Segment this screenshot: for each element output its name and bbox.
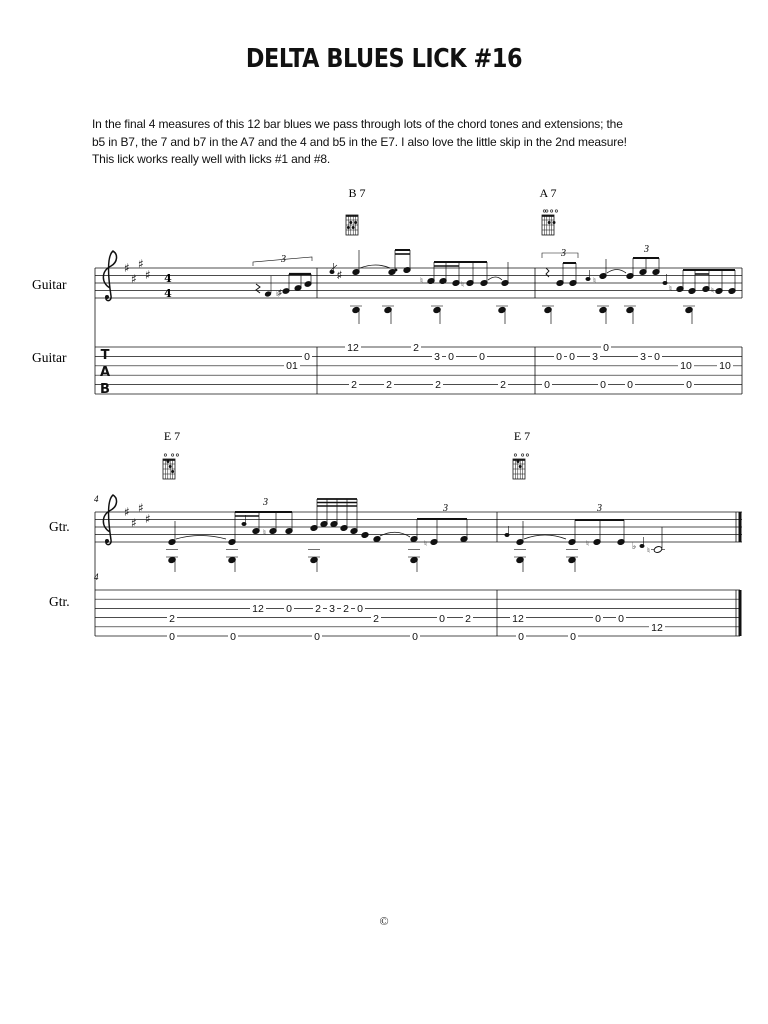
svg-text:♮: ♮ — [461, 280, 464, 289]
triplet-mark: 3 — [644, 244, 649, 255]
open-string-mark — [546, 210, 548, 212]
svg-text:♮: ♮ — [424, 539, 427, 548]
fret-number: 0 — [595, 613, 601, 625]
svg-text:♯: ♯ — [138, 257, 144, 271]
svg-text:♯: ♯ — [138, 501, 144, 515]
measure-5-notes — [505, 520, 665, 555]
fret-number: 0 — [654, 351, 660, 363]
chord-name: B 7 — [348, 186, 366, 200]
fret-number: 3 — [329, 603, 335, 615]
fret-number: 0 — [314, 631, 320, 643]
chord-name: A 7 — [539, 186, 557, 200]
open-string-mark — [171, 454, 173, 456]
bass-notes — [350, 306, 695, 324]
key-signature-sharps — [124, 257, 151, 286]
fret-number: 0 — [603, 342, 609, 354]
fret-number: 2 — [343, 603, 349, 615]
fret-number: 2 — [373, 613, 379, 625]
measure-3-notes — [546, 258, 736, 295]
open-string-mark — [514, 454, 516, 456]
fret-number: 12 — [347, 342, 359, 354]
svg-text:♯: ♯ — [337, 270, 342, 281]
time-signature-top: 4 — [164, 272, 172, 285]
svg-text:♯: ♯ — [145, 268, 151, 282]
fret-number: 2 — [169, 613, 175, 625]
fret-number: 0 — [439, 613, 445, 625]
fret-number: 0 — [412, 631, 418, 643]
fret-number: 0 — [618, 613, 624, 625]
fret-number: 12 — [512, 613, 524, 625]
chord-dot — [347, 226, 350, 229]
tab-clef-b: B — [100, 382, 110, 397]
tuplet-bracket — [542, 253, 578, 258]
fret-number: 2 — [315, 603, 321, 615]
intro-line: In the final 4 measures of this 12 bar blues we pass through lots of the chord tones and extensions; the — [92, 117, 623, 131]
svg-text:♯: ♯ — [131, 516, 137, 530]
staff-label: Guitar — [32, 277, 67, 292]
fret-number: 0 — [479, 351, 485, 363]
fret-number: 0 — [686, 379, 692, 391]
chord-diagram — [542, 215, 554, 235]
svg-text:♯: ♯ — [145, 512, 151, 526]
chord-name: E 7 — [163, 429, 181, 443]
fret-number: 0 — [600, 379, 606, 391]
svg-text:♮: ♮ — [647, 546, 650, 555]
fret-number: 3 — [640, 351, 646, 363]
fret-number: 0 — [286, 603, 292, 615]
key-signature-sharps — [124, 501, 151, 530]
fret-number: 0 — [556, 351, 562, 363]
triplet-mark: 3 — [561, 248, 566, 259]
page-title: DELTA BLUES LICK #16 — [245, 44, 523, 74]
triplet-mark: 3 — [281, 254, 286, 265]
fret-number: 12 — [651, 622, 663, 634]
fret-number: 2 — [435, 379, 441, 391]
svg-text:♮: ♮ — [711, 286, 714, 295]
triplet-mark: 3 — [443, 503, 448, 514]
chord-dot — [517, 460, 520, 463]
chord-dot — [171, 470, 174, 473]
fret-number: 0 — [518, 631, 524, 643]
svg-text:♭: ♭ — [632, 541, 637, 551]
intro-line: b5 in B7, the 7 and b7 in the A7 and the 4 and b5 in the E7. I also love the little skip in the 2nd measure! — [92, 134, 627, 149]
chord-dot — [553, 221, 556, 224]
svg-text:♯: ♯ — [124, 261, 130, 275]
fret-number: 0 — [169, 631, 175, 643]
open-string-mark — [164, 454, 166, 456]
chord-diagram — [346, 215, 358, 235]
notation-staff — [95, 512, 742, 542]
open-string-mark — [521, 454, 523, 456]
tab-clef-t: T — [100, 348, 110, 363]
svg-text:♮: ♮ — [276, 290, 279, 299]
tab-clef-a: A — [99, 365, 111, 380]
fret-number: 10 — [680, 360, 692, 372]
fret-number: 0 — [544, 379, 550, 391]
fret-number: 2 — [465, 613, 471, 625]
open-string-mark — [176, 454, 178, 456]
svg-text:♯: ♯ — [124, 505, 130, 519]
intro-line: This lick works really well with licks #1 and #8. — [92, 152, 331, 166]
fret-number: 0 — [357, 603, 363, 615]
svg-text:♮: ♮ — [593, 276, 596, 285]
fret-number: 2 — [351, 379, 357, 391]
svg-text:♮: ♮ — [420, 276, 423, 285]
open-string-mark — [555, 210, 557, 212]
staff-label: Gtr. — [49, 519, 70, 534]
fret-number: 0 — [230, 631, 236, 643]
bass-notes — [166, 550, 578, 573]
measure-4-notes — [168, 499, 468, 548]
chord-name: E 7 — [513, 429, 531, 443]
chord-dot — [169, 465, 172, 468]
fret-number: 2 — [413, 342, 419, 354]
fret-number: 0 — [569, 351, 575, 363]
measure-1-notes — [256, 274, 312, 299]
fret-number: 3 — [434, 351, 440, 363]
fret-number: 0 — [304, 351, 310, 363]
fret-number: 12 — [252, 603, 264, 615]
svg-text:♮: ♮ — [586, 539, 589, 548]
fret-number: 2 — [500, 379, 506, 391]
svg-text:♮: ♮ — [263, 528, 266, 537]
tab-staff-label: Gtr. — [49, 594, 70, 609]
triplet-mark: 3 — [263, 497, 268, 508]
svg-text:♮: ♮ — [669, 284, 672, 293]
triplet-mark: 3 — [597, 503, 602, 514]
copyright-mark: © — [379, 914, 389, 928]
fret-number: 2 — [386, 379, 392, 391]
chord-dot — [354, 221, 357, 224]
measure-number: 4 — [94, 572, 99, 582]
open-string-mark — [550, 210, 552, 212]
tab-staff-label: Guitar — [32, 350, 67, 365]
fret-number: 3 — [592, 351, 598, 363]
tab-staff — [95, 590, 740, 636]
open-string-mark — [526, 454, 528, 456]
chord-dot — [167, 460, 170, 463]
chord-dot — [352, 226, 355, 229]
chord-dot — [519, 465, 522, 468]
fret-number: 0 — [448, 351, 454, 363]
measure-number: 4 — [94, 494, 99, 504]
time-signature-bottom: 4 — [164, 287, 172, 300]
chord-dot — [548, 221, 551, 224]
fret-number: 0 — [570, 631, 576, 643]
chord-dot — [349, 221, 352, 224]
fret-number: 10 — [719, 360, 731, 372]
fret-number: 01 — [286, 360, 298, 372]
svg-text:♯: ♯ — [278, 288, 282, 297]
fret-number: 0 — [627, 379, 633, 391]
open-string-mark — [543, 210, 545, 212]
svg-text:♯: ♯ — [131, 272, 137, 286]
